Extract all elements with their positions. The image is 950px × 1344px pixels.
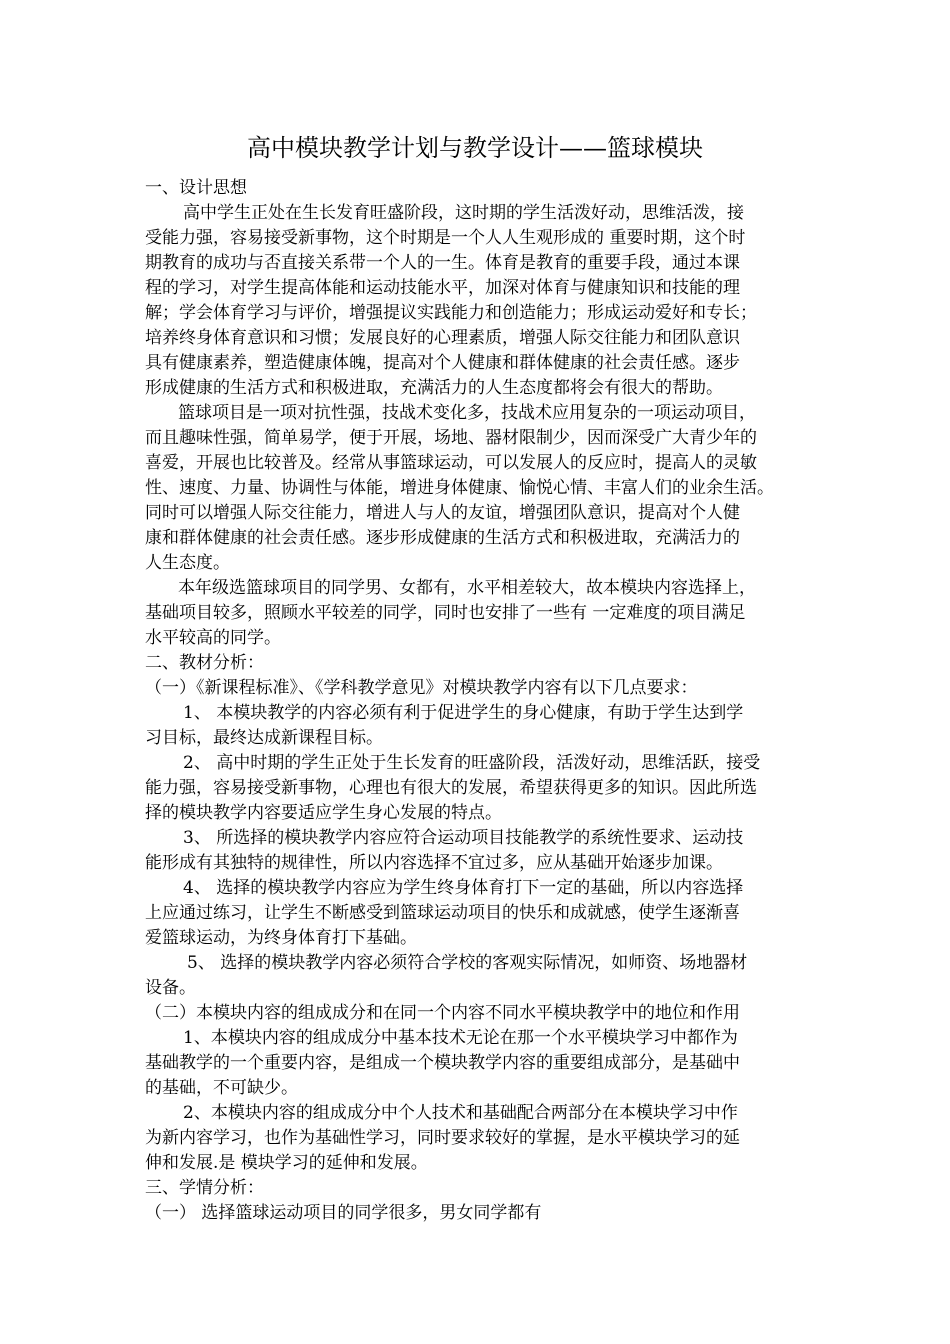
list-item-line: 1、 本模块教学的内容必须有利于促进学生的身心健康，有助于学生达到学 [183, 703, 744, 723]
list-item-line: 5、 选择的模块教学内容必须符合学校的客观实际情况，如师资、场地器材 [187, 953, 748, 973]
list-item-line: 2、 高中时期的学生正处于生长发育的旺盛阶段，活泼好动，思维活跃，接受 [183, 753, 761, 773]
list-item-line: 能形成有其独特的规律性，所以内容选择不宜过多，应从基础开始逐步加课。 [145, 853, 723, 873]
list-item-line: 择的模块教学内容要适应学生身心发展的特点。 [145, 803, 502, 823]
list-item-line: 4、 选择的模块教学内容应为学生终身体育打下一定的基础，所以内容选择 [183, 878, 744, 898]
paragraph-line: 人生态度。 [145, 553, 230, 573]
paragraph-line: 篮球项目是一项对抗性强，技战术变化多，技战术应用复杂的一项运动项目， [178, 403, 756, 423]
paragraph-line: 基础项目较多，照顾水平较差的同学，同时也安排了一些有 一定难度的项目满足 [145, 603, 746, 623]
list-item-line: 基础教学的一个重要内容，是组成一个模块教学内容的重要组成部分，是基础中 [145, 1053, 740, 1073]
list-item-line: 习目标，最终达成新课程目标。 [145, 728, 383, 748]
paragraph-line: 形成健康的生活方式和积极进取，充满活力的人生态度都将会有很大的帮助。 [145, 378, 723, 398]
paragraph-line: 解；学会体育学习与评价，增强提议实践能力和创造能力；形成运动爱好和专长； [145, 303, 757, 323]
subsection-heading: （二）本模块内容的组成成分和在同一个内容不同水平模块教学中的地位和作用 [145, 1003, 740, 1023]
list-item-line: 1、本模块内容的组成成分中基本技术无论在那一个水平模块学习中都作为 [183, 1028, 738, 1048]
list-item-line: 为新内容学习，也作为基础性学习，同时要求较好的掌握，是水平模块学习的延 [145, 1128, 740, 1148]
list-item-line: 2、本模块内容的组成成分中个人技术和基础配合两部分在本模块学习中作 [183, 1103, 738, 1123]
list-item-line: 设备。 [145, 978, 196, 998]
paragraph-line: 同时可以增强人际交往能力，增进人与人的友谊，增强团队意识，提高对个人健 [145, 503, 740, 523]
paragraph-line: 期教育的成功与否直接关系带一个人的一生。体育是教育的重要手段，通过本课 [145, 253, 740, 273]
section-heading-material-analysis: 二、教材分析： [145, 653, 264, 673]
paragraph-line: 程的学习，对学生提高体能和运动技能水平，加深对体育与健康知识和技能的理 [145, 278, 740, 298]
paragraph-line: 性、速度、力量、协调性与体能，增进身体健康、愉悦心情、丰富人们的业余生活。 [145, 478, 774, 498]
paragraph-line: 具有健康素养，塑造健康体魄，提高对个人健康和群体健康的社会责任感。逐步 [145, 353, 740, 373]
list-item-line: 爱篮球运动，为终身体育打下基础。 [145, 928, 417, 948]
paragraph-line: 康和群体健康的社会责任感。逐步形成健康的生活方式和积极进取，充满活力的 [145, 528, 740, 548]
paragraph-line: 而且趣味性强，简单易学，便于开展，场地、器材限制少，因而深受广大青少年的 [145, 428, 757, 448]
document-title: 高中模块教学计划与教学设计——篮球模块 [247, 134, 703, 162]
paragraph-line: 本年级选篮球项目的同学男、女都有，水平相差较大，故本模块内容选择上， [178, 578, 756, 598]
paragraph-line: 高中学生正处在生长发育旺盛阶段，这时期的学生活泼好动，思维活泼，接 [183, 203, 744, 223]
list-item-line: 上应通过练习，让学生不断感受到篮球运动项目的快乐和成就感，使学生逐渐喜 [145, 903, 740, 923]
paragraph-line: 受能力强，容易接受新事物，这个时期是一个人人生观形成的 重要时期，这个时 [145, 228, 746, 248]
list-item-line: 能力强，容易接受新事物，心理也有很大的发展，希望获得更多的知识。因此所选 [145, 778, 757, 798]
paragraph-line: 喜爱，开展也比较普及。经常从事篮球运动，可以发展人的反应时，提高人的灵敏 [145, 453, 757, 473]
paragraph-line: 培养终身体育意识和习惯；发展良好的心理素质，增强人际交往能力和团队意识 [145, 328, 740, 348]
section-heading-design-idea: 一、设计思想 [145, 178, 247, 198]
paragraph-line: 水平较高的同学。 [145, 628, 281, 648]
list-item-line: 的基础，不可缺少。 [145, 1078, 298, 1098]
section-heading-student-analysis: 三、学情分析： [145, 1178, 264, 1198]
list-item-line: 伸和发展.是 模块学习的延伸和发展。 [145, 1153, 428, 1173]
subsection-heading: （一） 选择篮球运动项目的同学很多，男女同学都有 [145, 1203, 542, 1223]
subsection-heading: （一）《新课程标准》、《学科教学意见》对模块教学内容有以下几点要求： [145, 678, 698, 698]
list-item-line: 3、 所选择的模块教学内容应符合运动项目技能教学的系统性要求、运动技 [183, 828, 744, 848]
